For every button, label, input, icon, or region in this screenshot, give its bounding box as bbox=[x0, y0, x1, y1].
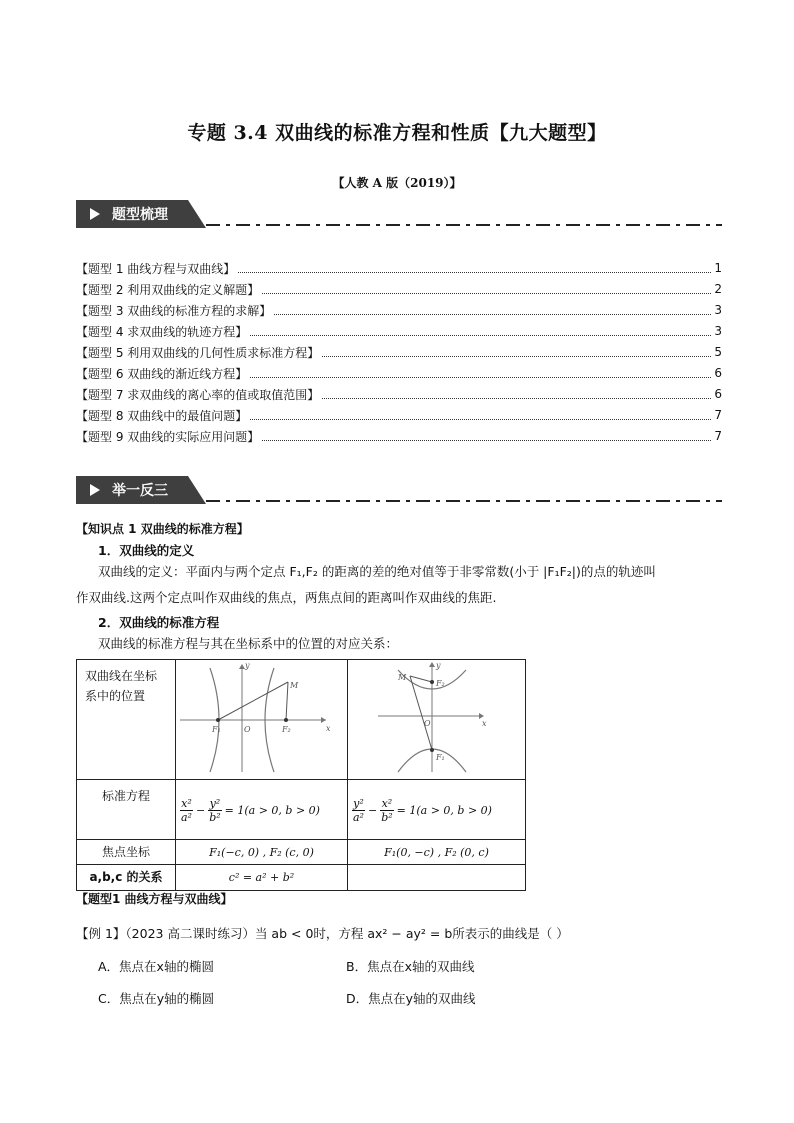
figure-y-axis-hyperbola bbox=[348, 660, 526, 780]
toc-leader-dots bbox=[262, 440, 711, 441]
toc-entry-label: 【题型 4 求双曲线的轨迹方程】 bbox=[76, 324, 248, 339]
toc-entry-label: 【题型 9 双曲线的实际应用问题】 bbox=[76, 429, 260, 444]
figure-x-axis-hyperbola bbox=[176, 660, 348, 780]
toc-page-number: 5 bbox=[714, 345, 722, 359]
toc-entry-label: 【题型 7 求双曲线的离心率的值或取值范围】 bbox=[76, 387, 320, 402]
toc-page-number: 3 bbox=[714, 303, 722, 317]
toc-page-number: 3 bbox=[714, 324, 722, 338]
toc-entry[interactable] bbox=[76, 279, 722, 299]
fig2-y-label: y bbox=[436, 661, 441, 670]
fig2-m-label: M bbox=[398, 673, 407, 682]
toc-leader-dots bbox=[250, 419, 711, 420]
play-icon bbox=[90, 484, 100, 496]
toc-page-number: 1 bbox=[714, 261, 722, 275]
toc-entry[interactable] bbox=[76, 384, 722, 404]
fig2-x-label: x bbox=[482, 719, 487, 728]
toc-entry[interactable] bbox=[76, 405, 722, 425]
section-heading: 【题型1 曲线方程与双曲线】 bbox=[76, 892, 233, 906]
foci-y: F₁(0, −c) , F₂ (0, c) bbox=[348, 840, 526, 865]
toc-page-number: 2 bbox=[714, 282, 722, 296]
toc-page-number: 6 bbox=[714, 387, 722, 401]
fig2-origin-label: O bbox=[424, 719, 431, 728]
option-d[interactable]: D．焦点在y轴的双曲线 bbox=[346, 991, 476, 1006]
equation-y: y² a² − $\frac{\text{x²}}{\text{b²}}$ = 1(a > 0, b > 0) bbox=[348, 780, 526, 840]
banner-rule bbox=[206, 500, 722, 502]
toc-page-number: 7 bbox=[714, 408, 722, 422]
toc-entry[interactable] bbox=[76, 300, 722, 320]
toc-entry-label: 【题型 5 利用双曲线的几何性质求标准方程】 bbox=[76, 345, 320, 360]
equation-x-tail: = 1(a > 0, b > 0) bbox=[224, 803, 320, 817]
toc-leader-dots bbox=[250, 377, 711, 378]
option-c[interactable]: C．焦点在y轴的椭圆 bbox=[98, 991, 215, 1006]
toc-entry[interactable] bbox=[76, 342, 722, 362]
toc-entry[interactable] bbox=[76, 363, 722, 383]
option-a[interactable]: A．焦点在x轴的椭圆 bbox=[98, 959, 214, 974]
toc-leader-dots bbox=[262, 293, 711, 294]
row-label-position: 双曲线在坐标系中的位置 bbox=[77, 660, 176, 780]
fig1-f1-label: F₁ bbox=[212, 725, 221, 734]
practice-banner-label: 举一反三 bbox=[112, 483, 168, 499]
definition-line-1: 双曲线的定义：平面内与两个定点 F₁,F₂ 的距离的差的绝对值等于非零常数(小于 |F₁F₂|)的点的轨迹叫 bbox=[98, 564, 656, 579]
toc-entry-label: 【题型 8 双曲线中的最值问题】 bbox=[76, 408, 248, 423]
equation-x: x² a² − $\frac{\text{y²}}{\text{b²}}$ = 1(a > 0, b > 0) bbox=[176, 780, 348, 840]
toc-leader-dots bbox=[322, 356, 711, 357]
hyperbola-table bbox=[76, 659, 526, 891]
toc-entry[interactable] bbox=[76, 321, 722, 341]
toc-entry-label: 【题型 2 利用双曲线的定义解题】 bbox=[76, 282, 260, 297]
banner-rule bbox=[206, 224, 722, 226]
toc-entry-label: 【题型 1 曲线方程与双曲线】 bbox=[76, 261, 236, 276]
toc-entry[interactable] bbox=[76, 258, 722, 278]
fig1-m-label: M bbox=[290, 681, 299, 690]
fig1-y-label: y bbox=[245, 661, 250, 670]
fig2-f2-label: F₂ bbox=[436, 679, 445, 688]
definition-title: 1．双曲线的定义 bbox=[98, 543, 195, 558]
toc-entry-label: 【题型 3 双曲线的标准方程的求解】 bbox=[76, 303, 272, 318]
fig1-origin-label: O bbox=[244, 725, 251, 734]
equation-y-tail: = 1(a > 0, b > 0) bbox=[396, 803, 492, 817]
row-label-foci: 焦点坐标 bbox=[77, 840, 176, 865]
relation-empty bbox=[348, 865, 526, 891]
toc-entry[interactable] bbox=[76, 426, 722, 446]
definition-line-2: 作双曲线.这两个定点叫作双曲线的焦点，两焦点间的距离叫作双曲线的焦距. bbox=[76, 590, 497, 605]
practice-banner bbox=[76, 476, 206, 504]
toc-banner bbox=[76, 200, 206, 228]
toc-page-number: 7 bbox=[714, 429, 722, 443]
knowledge-heading: 【知识点 1 双曲线的标准方程】 bbox=[76, 522, 249, 536]
standard-eq-intro: 双曲线的标准方程与其在坐标系中的位置的对应关系： bbox=[98, 636, 399, 651]
relation-value: c² = a² + b² bbox=[176, 865, 348, 891]
toc-leader-dots bbox=[274, 314, 711, 315]
option-b[interactable]: B．焦点在x轴的双曲线 bbox=[346, 959, 475, 974]
toc-page-number: 6 bbox=[714, 366, 722, 380]
standard-eq-title: 2．双曲线的标准方程 bbox=[98, 615, 220, 630]
toc-leader-dots bbox=[250, 335, 711, 336]
document-subtitle: 【人教 A 版（2019）】 bbox=[332, 176, 462, 190]
example-question: 【例 1】（2023 高二课时练习）当 ab < 0时，方程 ax² − ay² = b所表示的曲线是（ ） bbox=[76, 926, 569, 941]
toc-leader-dots bbox=[322, 398, 711, 399]
fig1-f2-label: F₂ bbox=[282, 725, 291, 734]
row-label-equation: 标准方程 bbox=[77, 780, 176, 840]
fig2-f1-label: F₁ bbox=[436, 753, 445, 762]
play-icon bbox=[90, 208, 100, 220]
toc-leader-dots bbox=[238, 272, 711, 273]
fig1-x-label: x bbox=[326, 724, 331, 733]
foci-x: F₁(−c, 0) , F₂ (c, 0) bbox=[176, 840, 348, 865]
toc-entry-label: 【题型 6 双曲线的渐近线方程】 bbox=[76, 366, 248, 381]
document-title: 专题 3.4 双曲线的标准方程和性质【九大题型】 bbox=[187, 122, 607, 144]
toc-banner-label: 题型梳理 bbox=[112, 207, 168, 223]
row-label-relation: a,b,c 的关系 bbox=[77, 865, 176, 891]
